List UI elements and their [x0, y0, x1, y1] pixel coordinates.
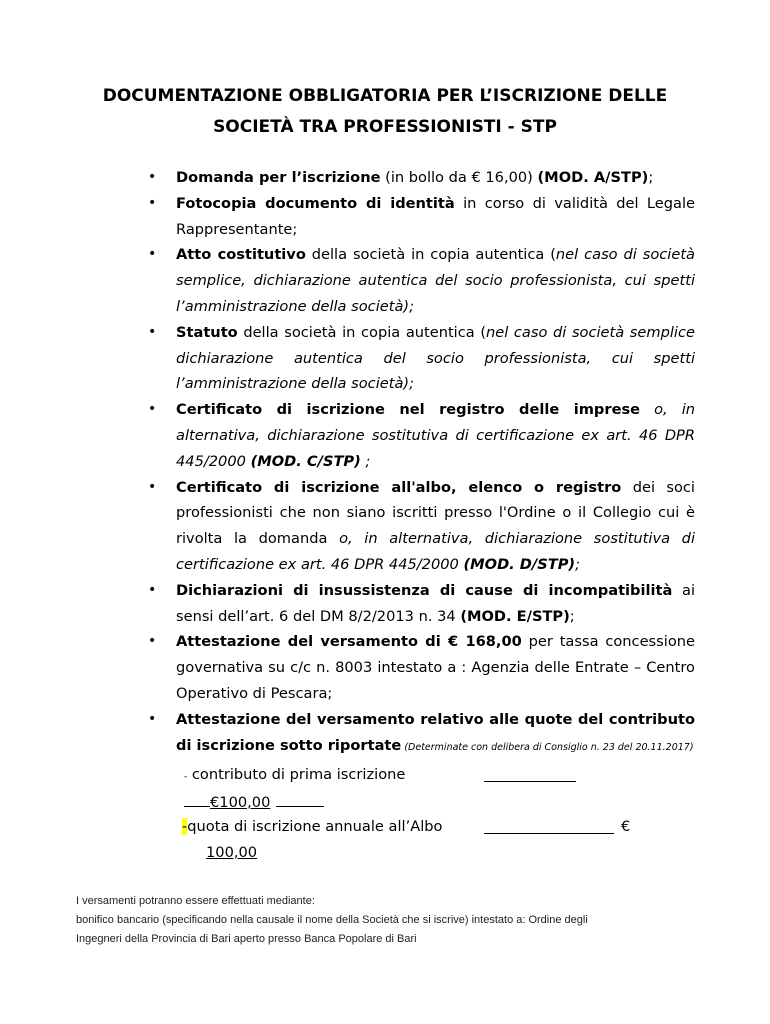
item-bold-text: Attestazione del versamento relativo alle quote del contributo di iscrizione sotto riportate	[176, 710, 695, 754]
bullet-icon: •	[148, 401, 157, 418]
list-item	[148, 165, 695, 191]
item-text: della società in copia autentica (	[305, 246, 556, 264]
fee-dash: -	[184, 772, 188, 782]
item-text: in corso di validità del Legale Rappresentante;	[176, 194, 695, 238]
item-bold-text: Certificato di iscrizione all'albo, elenco o registro	[176, 478, 622, 496]
item-italic-text: o, in alternativa, dichiarazione sostitutiva di certificazione ex art. 46 DPR 445/2000	[176, 401, 696, 470]
bullet-icon: •	[148, 633, 157, 650]
list-item	[148, 242, 695, 319]
item-text: dei soci professionisti che non siano iscritti presso l'Ordine o il Collegio cui è rivolta la domanda	[176, 478, 695, 548]
payment-note-line-3: Ingegneri della Provincia di Bari aperto presso Banca Popolare di Bari	[76, 933, 417, 945]
bullet-icon: •	[148, 194, 157, 211]
item-bold-text: Certificato di iscrizione nel registro delle imprese	[176, 401, 641, 419]
fee-label: contributo di prima iscrizione	[187, 766, 406, 783]
item-text: della società in copia autentica (	[237, 323, 487, 341]
payment-note-line-2: bonifico bancario (specificando nella causale il nome della Società che si iscrive) intestato a: Ordine degli	[76, 914, 588, 926]
fee-underline	[484, 819, 614, 834]
fee-label: quota di iscrizione annuale all’Albo	[187, 818, 443, 835]
item-italic-text: nel caso di società semplice, dichiarazione autentica del socio professionista, cui spetti l’amministrazione della società);	[176, 246, 695, 315]
list-item	[148, 578, 695, 630]
item-form-code: (MOD. E/STP)	[460, 607, 570, 625]
fee-annual-amount	[206, 844, 257, 861]
required-documents-list	[148, 165, 695, 760]
list-item	[148, 191, 695, 243]
bullet-icon: •	[148, 323, 157, 340]
item-text: (in bollo da € 16,00)	[380, 169, 538, 186]
list-item	[148, 475, 695, 578]
item-bold-text: Domanda per l’iscrizione	[176, 169, 381, 186]
fee-underline	[276, 792, 324, 807]
item-text: per tassa concessione governativa su c/c n. 8003 intestato a : Agenzia delle Entrate – Centro Operativo di Pescara;	[176, 633, 695, 702]
item-text: ;	[569, 607, 575, 625]
item-italic-text: nel caso di società semplice dichiarazione autentica del socio professionista, cui spetti l’amministrazione della società);	[176, 323, 695, 393]
bullet-icon: •	[148, 478, 157, 495]
item-bold-text: Dichiarazioni di insussistenza di cause di incompatibilità	[176, 581, 673, 599]
fee-underline	[184, 792, 210, 807]
document-title-line-1: DOCUMENTAZIONE OBBLIGATORIA PER L’ISCRIZIONE DELLE	[102, 86, 668, 106]
item-text: ;	[648, 169, 654, 186]
bullet-icon: •	[148, 581, 157, 598]
fee-underline	[484, 767, 576, 782]
bullet-icon: •	[148, 710, 157, 727]
fee-currency: €	[621, 818, 631, 835]
item-bold-text: Attestazione del versamento di € 168,00	[176, 633, 522, 651]
fee-amount: 100,00	[206, 844, 258, 861]
list-item	[148, 629, 695, 706]
fee-annual	[182, 818, 442, 835]
item-form-code: (MOD. A/STP)	[537, 169, 649, 186]
item-text: ai sensi dell’art. 6 del DM 8/2/2013 n. 34	[176, 581, 695, 625]
fee-amount: €100,00	[210, 794, 271, 811]
item-small-italic-text: (Determinate con delibera di Consiglio n. 23 del 20.11.2017)	[401, 741, 694, 753]
item-form-code: (MOD. D/STP)	[463, 555, 576, 573]
list-item	[148, 320, 695, 397]
item-bold-text: Atto costitutivo	[176, 246, 306, 264]
item-form-code: (MOD. C/STP)	[250, 452, 361, 470]
item-italic-text: ;	[575, 555, 581, 573]
item-italic-text: ;	[360, 452, 371, 470]
payment-note-line-1: I versamenti potranno essere effettuati mediante:	[76, 895, 315, 907]
item-bold-text: Statuto	[176, 323, 238, 341]
fee-first-registration	[184, 766, 405, 783]
list-item	[148, 707, 695, 761]
bullet-icon: •	[148, 169, 157, 185]
list-item	[148, 397, 695, 474]
fee-first-amount-row	[184, 792, 324, 811]
fee-dash-highlighted: -	[182, 818, 188, 835]
document-title-line-2: SOCIETÀ TRA PROFESSIONISTI - STP	[213, 117, 557, 137]
bullet-icon: •	[148, 246, 157, 263]
item-italic-text: o, in alternativa, dichiarazione sostitutiva di certificazione ex art. 46 DPR 445/2000	[176, 530, 696, 573]
item-bold-text: Fotocopia documento di identità	[176, 194, 455, 212]
